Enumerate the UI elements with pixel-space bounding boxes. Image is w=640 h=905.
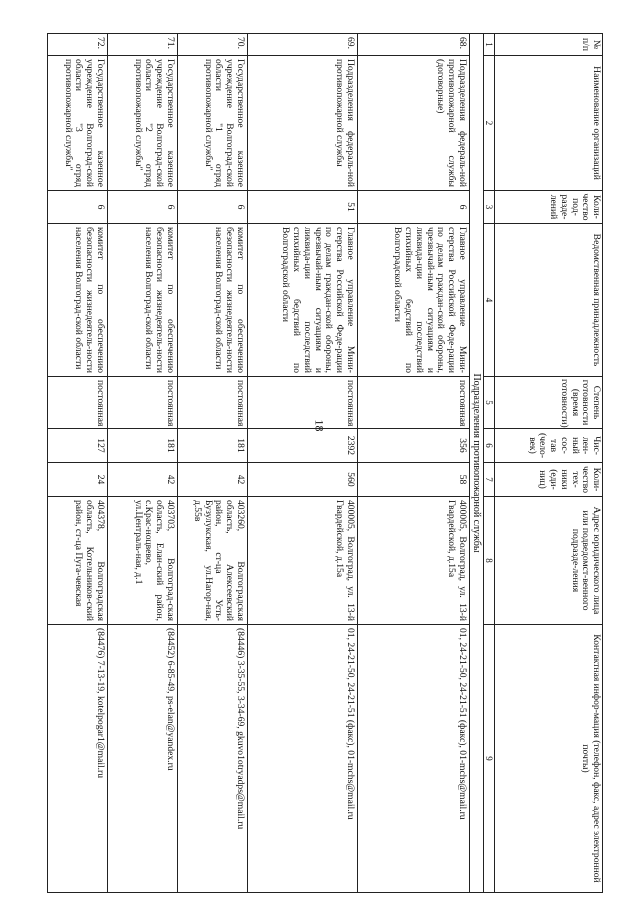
readiness: постоянная — [107, 377, 177, 429]
address: 404378, Волгоградская область, Котельников-ский район, ст-ца Пуга-чевская — [47, 497, 107, 625]
contact: 01, 24-21-50, 24-21-51 (факс), 01-mchs@mail.ru — [357, 625, 469, 893]
unit-count: 6 — [177, 191, 247, 224]
department: комитет по обеспечению безопасности жизнедеятель-ности населения Волгоград-ской области — [107, 224, 177, 377]
header-number: № п/п — [495, 34, 603, 56]
table-row — [357, 34, 469, 893]
header-row — [495, 34, 603, 893]
row-number: 69. — [247, 34, 357, 56]
row-number: 72. — [47, 34, 107, 56]
col-number: 7 — [483, 463, 494, 497]
readiness: постоянная — [357, 377, 469, 429]
col-number: 1 — [483, 34, 494, 56]
contact: (84452) 6-85-49, ps-elan@yandex.ru — [107, 625, 177, 893]
col-number: 3 — [483, 191, 494, 224]
header-unit-count: Коли-чество под-разде-лений — [495, 191, 603, 224]
readiness: постоянная — [47, 377, 107, 429]
equipment-count: 42 — [177, 463, 247, 497]
unit-count: 6 — [47, 191, 107, 224]
org-name: Подразделения федераль-ной противопожарной службы (договорные) — [357, 56, 469, 191]
department: комитет по обеспечению безопасности жизнедеятель-ности населения Волгоград-ской области — [177, 224, 247, 377]
col-number: 4 — [483, 224, 494, 377]
unit-count: 51 — [247, 191, 357, 224]
header-address: Адрес юридического лица или подведомст-венного подразде-ления — [495, 497, 603, 625]
header-department: Ведомственная принадлежность — [495, 224, 603, 377]
department: комитет по обеспечению безопасности жизнедеятель-ности населения Волгоград-ской области — [47, 224, 107, 377]
address: 400005, Волгоград, ул. 13-й Гвардейской, д.15а — [247, 497, 357, 625]
row-number: 70. — [177, 34, 247, 56]
readiness: постоянная — [247, 377, 357, 429]
staff-count: 127 — [47, 429, 107, 463]
header-org-name: Наименование организаций — [495, 56, 603, 191]
department: Главное управление Мини-стерства Российской Феде-рации по делам граждан-ской обороны, чрезвычай-ным ситуациям и ликвида-ции последствий стихийных бедствий по Волгоградской области — [357, 224, 469, 377]
equipment-count: 24 — [47, 463, 107, 497]
org-name: Подразделения федераль-ной противопожарной службы — [247, 56, 357, 191]
col-number: 2 — [483, 56, 494, 191]
header-equipment: Коли-чество тех-ники (еди-ниц) — [495, 463, 603, 497]
contact: (84476) 7-13-19, kotelpogar1@mail.ru — [47, 625, 107, 893]
staff-count: 2392 — [247, 429, 357, 463]
table-row — [47, 34, 107, 893]
fire-services-table — [47, 33, 603, 893]
col-number: 5 — [483, 377, 494, 429]
contact: (84446) 3-35-55, 3-34-69, gkuvo1otryadps@mail.ru — [177, 625, 247, 893]
col-number: 9 — [483, 625, 494, 893]
table-row — [177, 34, 247, 893]
rotated-page-content — [40, 33, 603, 893]
equipment-count: 58 — [357, 463, 469, 497]
section-row — [469, 34, 483, 893]
address: 400005, Волгоград, ул. 13-й Гвардейской, д.15а — [357, 497, 469, 625]
equipment-count: 42 — [107, 463, 177, 497]
row-number: 71. — [107, 34, 177, 56]
column-number-row — [483, 34, 494, 893]
department: Главное управление Мини-стерства Российской Феде-рации по делам граждан-ской обороны, чрезвычай-ным ситуациям и ликвида-ции последствий стихийных бедствий по Волгоградской области — [247, 224, 357, 377]
contact: 01, 24-21-50, 24-21-51 (факс), 01-mchs@mail.ru — [247, 625, 357, 893]
org-name: Государственное казенное учреждение Волгоград-ской области "3 отряд противопожарной службы" — [47, 56, 107, 191]
section-title: Подразделения противопожарной службы — [469, 34, 483, 893]
readiness: постоянная — [177, 377, 247, 429]
header-readiness: Степень готовности (время готовности) — [495, 377, 603, 429]
staff-count: 356 — [357, 429, 469, 463]
unit-count: 6 — [107, 191, 177, 224]
page-number: 18 — [312, 419, 327, 432]
org-name: Государственное казенное учреждение Волгоград-ской области "1 отряд противопожарной службы" — [177, 56, 247, 191]
address: 403703, Волгоград-ская область, Елан-ский район, с.Крас-ноцвево, ул.Централь-ная, д.1 — [107, 497, 177, 625]
staff-count: 181 — [107, 429, 177, 463]
address: 403260, Волгоградская область, Алексеевский район, ст-ца Усть-Бузулукская, ул.Нагор-ная, д.55в — [177, 497, 247, 625]
header-staff: Чис-лен-ный сос-тав (чело-век) — [495, 429, 603, 463]
header-contact: Контактная инфор-мация (телефон, факс, адрес электронной почты) — [495, 625, 603, 893]
table-row — [107, 34, 177, 893]
equipment-count: 560 — [247, 463, 357, 497]
row-number: 68. — [357, 34, 469, 56]
table-row — [247, 34, 357, 893]
staff-count: 181 — [177, 429, 247, 463]
col-number: 6 — [483, 429, 494, 463]
org-name: Государственное казенное учреждение Волгоград-ской области "2 отряд противопожарной службы" — [107, 56, 177, 191]
unit-count: 6 — [357, 191, 469, 224]
col-number: 8 — [483, 497, 494, 625]
